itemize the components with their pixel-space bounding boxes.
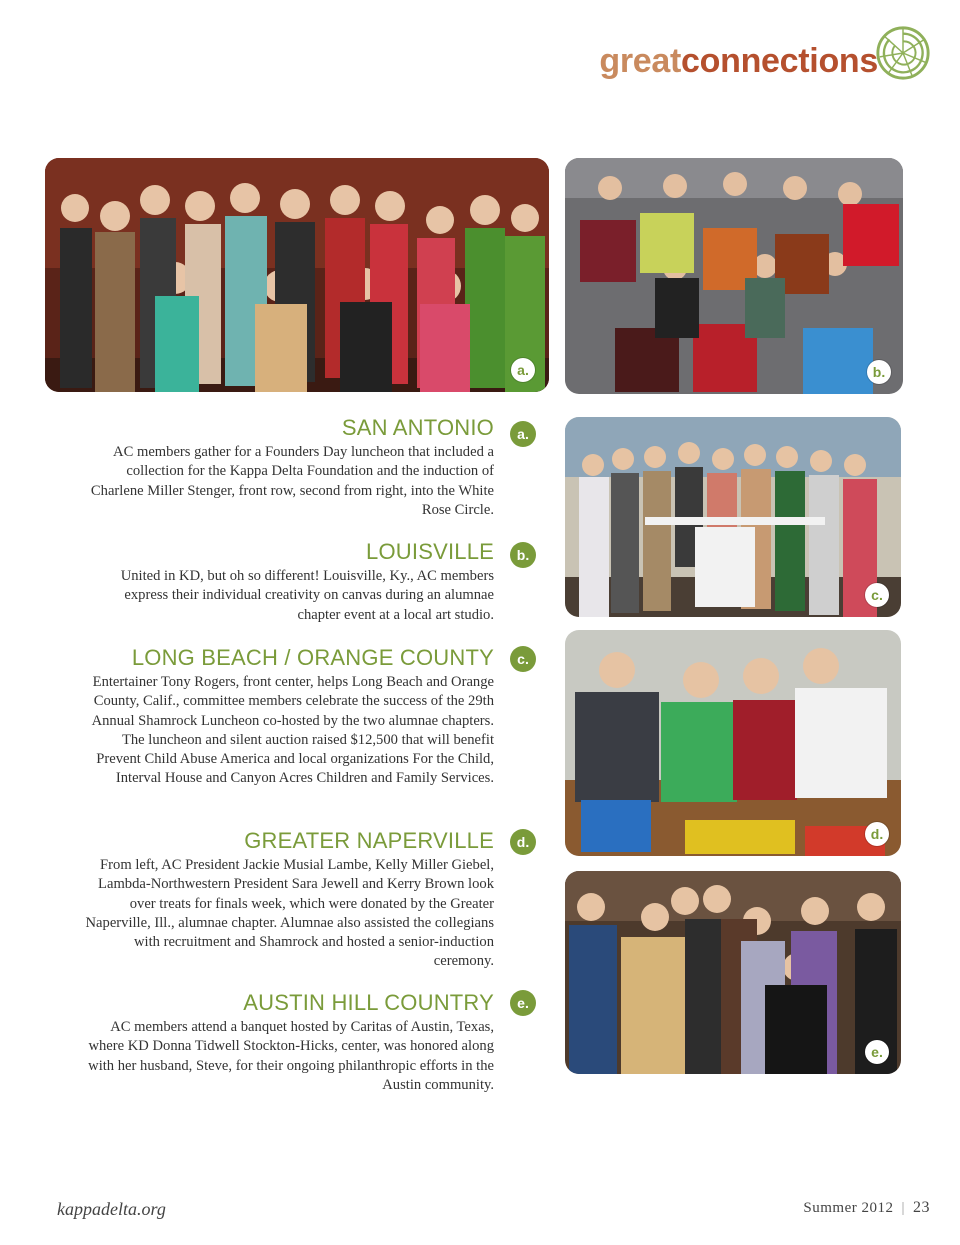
caption-badge: a.	[510, 421, 536, 447]
caption-san-antonio	[80, 416, 494, 520]
caption-title: GREATER NAPERVILLE	[244, 828, 494, 853]
photo-label-badge: e.	[865, 1040, 889, 1064]
photo-louisville	[565, 158, 903, 394]
nautilus-shell-icon	[874, 24, 932, 82]
caption-louisville	[80, 540, 494, 625]
caption-long-beach-orange-county	[80, 646, 494, 788]
caption-body: AC members gather for a Founders Day luncheon that included a collection for the Kappa Delta Foundation and the induction of Charlene Miller Stenger, front row, second from right, into the White Rose Circle.	[90, 444, 494, 518]
footer-issue	[803, 1199, 930, 1217]
caption-badge: b.	[510, 542, 536, 568]
photo-austin-hill-country	[565, 871, 901, 1074]
page-number: 23	[913, 1199, 930, 1216]
caption-badge: d.	[510, 829, 536, 855]
photo-label-badge: d.	[865, 822, 889, 846]
caption-title: LONG BEACH / ORANGE COUNTY	[131, 645, 494, 670]
caption-title: SAN ANTONIO	[341, 415, 494, 440]
footer-site-link[interactable]: kappadelta.org	[57, 1199, 166, 1219]
photo-label-badge: a.	[511, 358, 535, 382]
caption-body: United in KD, but oh so different! Louisville, Ky., AC members express their individual creativity on canvas during an alumnae chapter event at a local art studio.	[120, 568, 494, 623]
caption-body: Entertainer Tony Rogers, front center, helps Long Beach and Orange County, Calif., committee members celebrate the success of the 29th Annual Shamrock Luncheon co-hosted by the two alumnae chapters. The luncheon and silent auction raised $12,500 that will benefit Prevent Child Abuse America and local organizations For the Child, Interval House and Canyon Acres Children and Family Services.	[91, 674, 494, 787]
caption-badge: e.	[510, 990, 536, 1016]
photo-long-beach-orange-county	[565, 417, 901, 617]
caption-austin-hill-country	[80, 991, 494, 1095]
caption-body: From left, AC President Jackie Musial Lambe, Kelly Miller Giebel, Lambda-Northwestern President Sara Jewell and Kerry Brown look over treats for finals week, which were donated by the Greater Naperville, Ill., alumnae chapter. Alumnae also assisted the collegians with recruitment and Shamrock and hosted a senior-induction ceremony.	[85, 857, 494, 970]
caption-title: LOUISVILLE	[366, 539, 494, 564]
photo-san-antonio	[45, 158, 549, 392]
footer-separator: |	[901, 1200, 905, 1216]
title-connections: connections	[681, 42, 878, 80]
caption-body: AC members attend a banquet hosted by Caritas of Austin, Texas, where KD Donna Tidwell Stockton-Hicks, center, was honored along with her husband, Steve, for their ongoing philanthropic efforts in the Austin community.	[88, 1019, 494, 1093]
photo-label-badge: b.	[867, 360, 891, 384]
title-great: great	[599, 42, 682, 80]
issue-date: Summer 2012	[803, 1200, 894, 1216]
caption-title: AUSTIN HILL COUNTRY	[243, 990, 494, 1015]
photo-label-badge: c.	[865, 583, 889, 607]
magazine-section-title	[599, 44, 878, 78]
caption-badge: c.	[510, 646, 536, 672]
photo-greater-naperville	[565, 630, 901, 856]
caption-greater-naperville	[80, 829, 494, 971]
